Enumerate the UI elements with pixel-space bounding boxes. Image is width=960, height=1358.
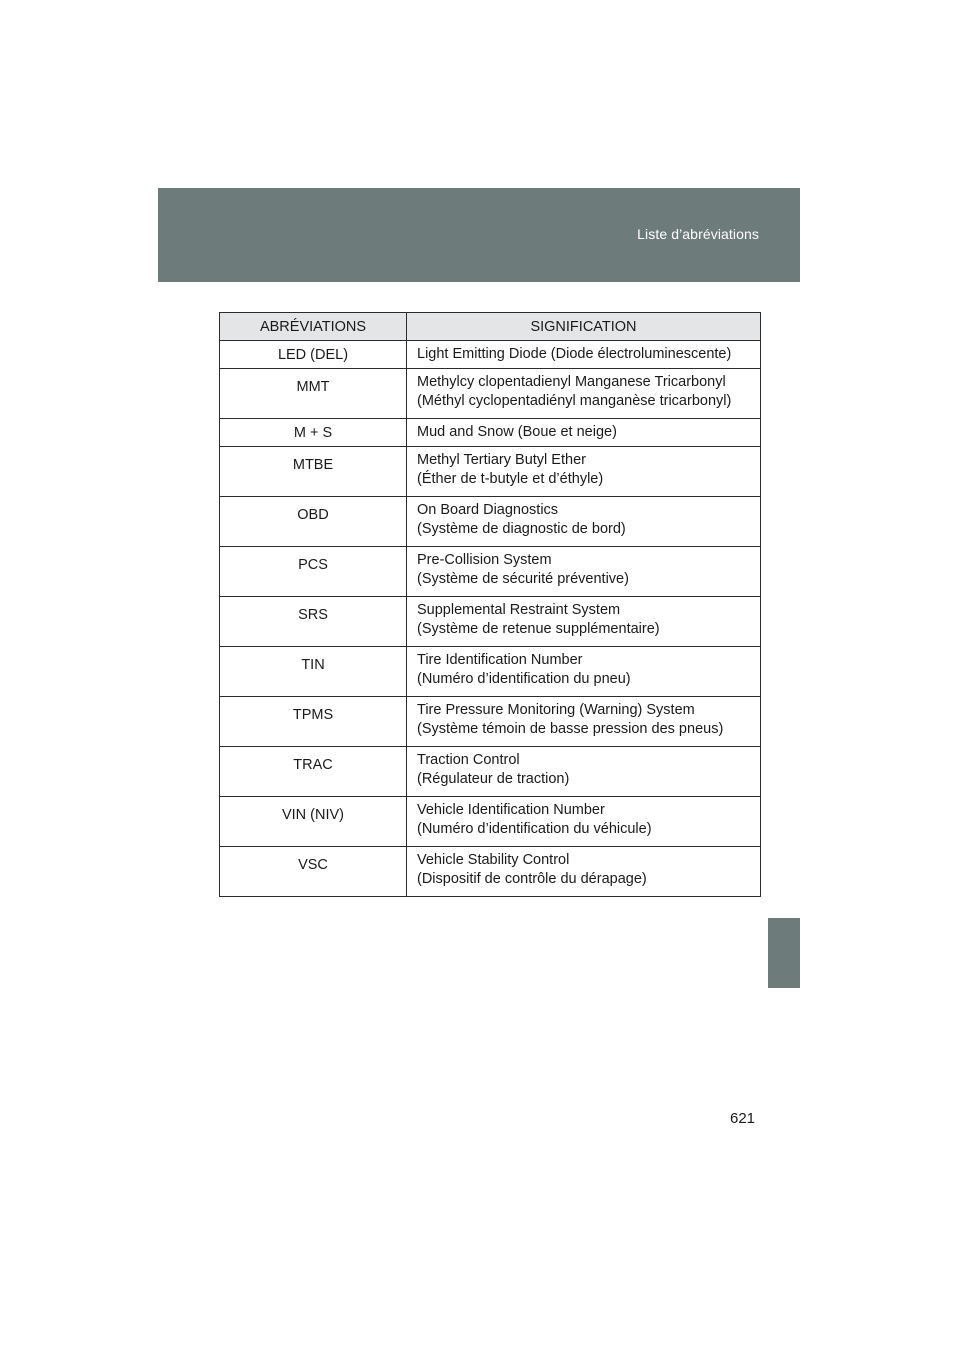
page-number: 621 bbox=[730, 1110, 756, 1127]
signification-cell bbox=[407, 547, 761, 597]
table-row bbox=[220, 647, 761, 697]
table-row bbox=[220, 369, 761, 419]
signification-line: (Dispositif de contrôle du dérapage) bbox=[417, 871, 647, 887]
table-row bbox=[220, 847, 761, 897]
chapter-tab bbox=[768, 918, 800, 988]
abbreviation-cell: MTBE bbox=[220, 447, 407, 497]
signification-line: On Board Diagnostics bbox=[417, 502, 559, 518]
signification-line: Supplemental Restraint System bbox=[417, 602, 621, 618]
signification-line: (Système de sécurité préventive) bbox=[417, 571, 629, 587]
table-row bbox=[220, 447, 761, 497]
signification-cell bbox=[407, 597, 761, 647]
signification-line: (Système de retenue supplémentaire) bbox=[417, 621, 660, 637]
abbreviation-cell: TRAC bbox=[220, 747, 407, 797]
abbreviation-cell: VIN (NIV) bbox=[220, 797, 407, 847]
abbreviation-cell: MMT bbox=[220, 369, 407, 419]
abbreviation-cell: VSC bbox=[220, 847, 407, 897]
abbreviation-cell: OBD bbox=[220, 497, 407, 547]
signification-line: Tire Identification Number bbox=[417, 652, 583, 668]
signification-cell bbox=[407, 369, 761, 419]
abbreviation-cell: PCS bbox=[220, 547, 407, 597]
table-header-row bbox=[220, 313, 761, 341]
signification-line: (Éther de t-butyle et d’éthyle) bbox=[417, 471, 604, 487]
signification-cell bbox=[407, 747, 761, 797]
section-title: Liste d’abréviations bbox=[637, 226, 759, 242]
signification-cell bbox=[407, 697, 761, 747]
signification-line: Mud and Snow (Boue et neige) bbox=[417, 424, 617, 440]
table-row bbox=[220, 497, 761, 547]
table-row bbox=[220, 419, 761, 447]
signification-line: Vehicle Identification Number bbox=[417, 802, 605, 818]
header-band bbox=[158, 188, 800, 282]
signification-line: Methylcy clopentadienyl Manganese Tricarbonyl bbox=[417, 374, 726, 390]
abbreviations-table bbox=[219, 312, 761, 897]
table-row bbox=[220, 597, 761, 647]
signification-line: (Régulateur de traction) bbox=[417, 771, 570, 787]
signification-cell bbox=[407, 847, 761, 897]
signification-line: Light Emitting Diode (Diode électroluminescente) bbox=[417, 346, 732, 362]
column-header-abbreviations: ABRÉVIATIONS bbox=[220, 313, 407, 341]
signification-line: (Numéro d’identification du pneu) bbox=[417, 671, 631, 687]
signification-line: Pre-Collision System bbox=[417, 552, 552, 568]
signification-line: Methyl Tertiary Butyl Ether bbox=[417, 452, 586, 468]
signification-line: (Système de diagnostic de bord) bbox=[417, 521, 626, 537]
abbreviation-cell: SRS bbox=[220, 597, 407, 647]
table-row bbox=[220, 341, 761, 369]
signification-line: Traction Control bbox=[417, 752, 520, 768]
signification-cell bbox=[407, 447, 761, 497]
abbreviation-cell: LED (DEL) bbox=[220, 341, 407, 369]
table-row bbox=[220, 747, 761, 797]
signification-line: Tire Pressure Monitoring (Warning) System bbox=[417, 702, 695, 718]
table-body bbox=[220, 341, 761, 897]
column-header-signification: SIGNIFICATION bbox=[407, 313, 761, 341]
signification-cell bbox=[407, 497, 761, 547]
abbreviation-cell: M + S bbox=[220, 419, 407, 447]
signification-line: (Méthyl cyclopentadiényl manganèse tricarbonyl) bbox=[417, 393, 732, 409]
signification-cell bbox=[407, 647, 761, 697]
abbreviation-cell: TIN bbox=[220, 647, 407, 697]
table-row bbox=[220, 697, 761, 747]
signification-line: (Système témoin de basse pression des pneus) bbox=[417, 721, 724, 737]
abbreviation-cell: TPMS bbox=[220, 697, 407, 747]
signification-line: Vehicle Stability Control bbox=[417, 852, 570, 868]
signification-cell bbox=[407, 797, 761, 847]
signification-line: (Numéro d’identification du véhicule) bbox=[417, 821, 652, 837]
signification-cell bbox=[407, 341, 761, 369]
signification-cell bbox=[407, 419, 761, 447]
table-row bbox=[220, 547, 761, 597]
table-row bbox=[220, 797, 761, 847]
